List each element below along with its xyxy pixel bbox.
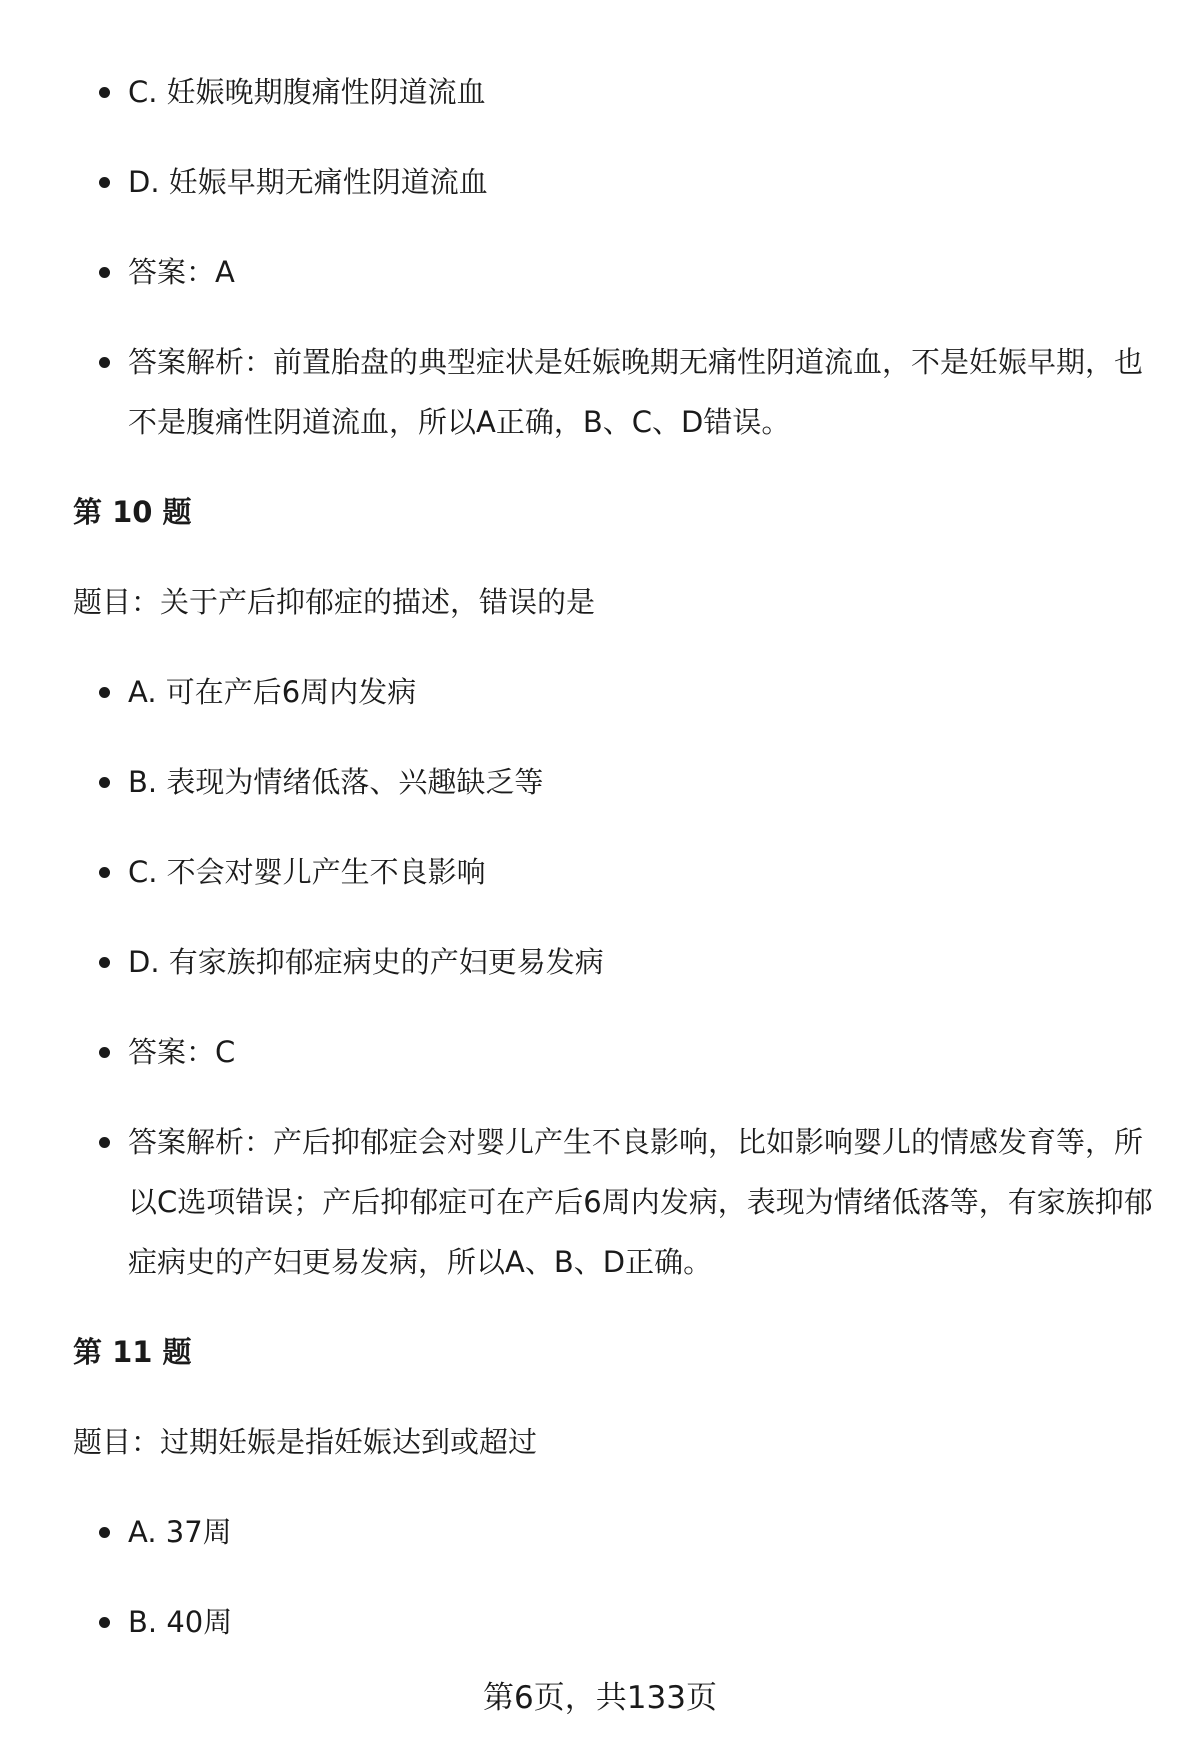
question-stem: 题目：关于产后抑郁症的描述，错误的是: [73, 585, 596, 619]
page-footer: 第6页，共133页: [483, 1680, 717, 1716]
answer-item: 答案：C: [73, 1022, 1153, 1082]
answer-item: 答案：A: [73, 242, 1153, 302]
question-title: 第 10 题: [73, 495, 192, 529]
prev-question-list: [73, 62, 1153, 452]
q10-list: [73, 662, 1153, 1292]
explanation-item: 答案解析：产后抑郁症会对婴儿产生不良影响，比如影响婴儿的情感发育等，所以C选项错误；产后抑郁症可在产后6周内发病，表现为情绪低落等，有家族抑郁症病史的产妇更易发病，所以A、B、D正确。: [73, 1112, 1153, 1292]
page-content: [73, 62, 1153, 1682]
question-stem: 题目：过期妊娠是指妊娠达到或超过: [73, 1425, 538, 1459]
option-item: D. 有家族抑郁症病史的产妇更易发病: [73, 932, 1153, 992]
option-item: B. 40周: [73, 1592, 1153, 1652]
option-item: B. 表现为情绪低落、兴趣缺乏等: [73, 752, 1153, 812]
q11-list: [73, 1502, 1153, 1652]
option-item: A. 37周: [73, 1502, 1153, 1562]
explanation-item: 答案解析：前置胎盘的典型症状是妊娠晚期无痛性阴道流血，不是妊娠早期，也不是腹痛性阴道流血，所以A正确，B、C、D错误。: [73, 332, 1153, 452]
option-item: C. 妊娠晚期腹痛性阴道流血: [73, 62, 1153, 122]
option-item: D. 妊娠早期无痛性阴道流血: [73, 152, 1153, 212]
option-item: A. 可在产后6周内发病: [73, 662, 1153, 722]
option-item: C. 不会对婴儿产生不良影响: [73, 842, 1153, 902]
question-title: 第 11 题: [73, 1335, 192, 1369]
